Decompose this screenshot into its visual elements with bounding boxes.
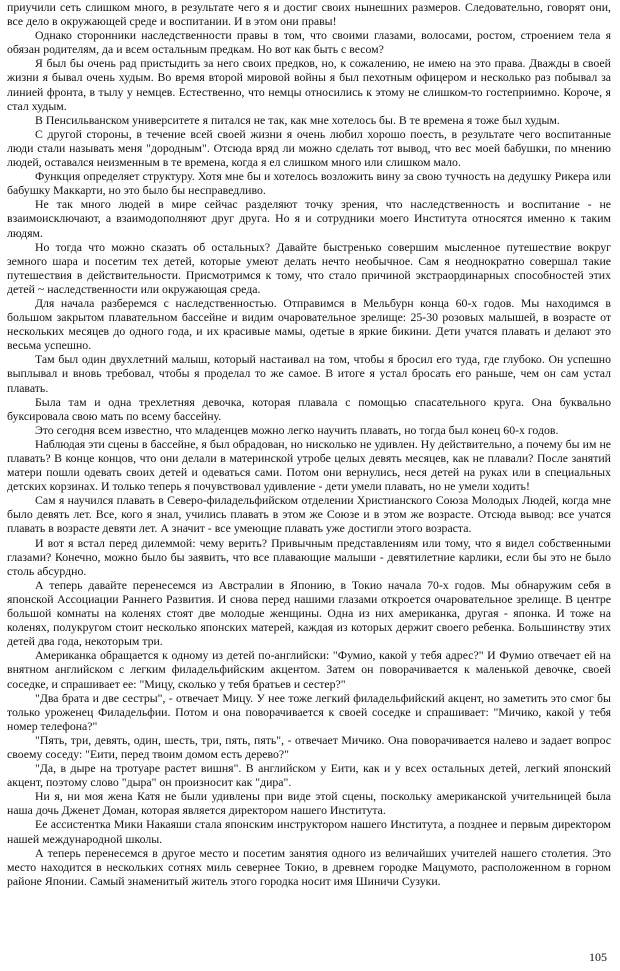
paragraph: Но тогда что можно сказать об остальных? Давайте быстренько совершим мысленное путешествие вокруг земного шара и посетим тех детей, которые умеют делать нечто необычное. Сам я неоднократно совершал такие путешествия в действительности. Присмотримся к тому, что стало причиной экстраординарных способностей этих детей ~ наследственности или окружающая среда. [7, 239, 611, 296]
paragraph: Это сегодня всем известно, что младенцев можно легко научить плавать, но тогда был конец 60-х годов. [35, 422, 559, 437]
paragraph: Американка обращается к одному из детей по-английски: "Фумио, какой у тебя адрес?" И Фумио отвечает ей на внятном английском с легким филадельфийским акцентом. Затем он поворачивается к маленькой девочке, своей соседке, и спрашивает ее: "Мицу, сколько у тебя братьев и сестер?" [7, 648, 611, 691]
paragraph: Наблюдая эти сцены в бассейне, я был обрадован, но нисколько не удивлен. Ну действительно, а почему бы им не плавать? В конце концов, что они делали в материнской утробе целых девять месяцев, как не плавали? После занятий матери пошли одевать своих детей и одеваться сами. Потом они вернулись, неся детей на руках или в специальных детских корзинах. И только теперь я почувствовал удивление - дети умели плавать, но не умели ходить! [7, 436, 611, 494]
paragraph: А теперь давайте перенесемся из Австралии в Японию, в Токио начала 70-х годов. Мы обнаружим себя в японской Ассоциации Раннего Развития. И снова перед нашими глазами откроется очаровательное зрелище. В центре большой комнаты на коленях стоят две молодые женщины. Одна из них американка, другая - японка. И тоже на коленях, полукругом стоит несколько японских матерей, каждая из которых держит своего ребенка. Большинству этих детей два года, некоторым три. [7, 577, 611, 649]
paragraph: Была там и одна трехлетняя девочка, которая плавала с помощью спасательного круга. Она буквально буксировала свою мать по всему бассейну. [7, 394, 611, 423]
paragraph: приучили сеть слишком много, в результате чего я и достиг своих нынешних размеров. Следовательно, говорят они, все дело в окружающей среде и воспитании. И в этом они правы! [7, 0, 611, 29]
paragraph: "Два брата и две сестры", - отвечает Мицу. У нее тоже легкий филадельфийский акцент, но заметить это смог бы только уроженец Филадельфии. Потом и она поворачивается к своей соседке и спрашивает: "Мичико, какой у тебя номер телефона?" [7, 690, 611, 733]
paragraph: Однако сторонники наследственности правы в том, что своими глазами, волосами, ростом, строением тела я обязан родителям, да и всем остальным предкам. Но вот как быть с весом? [7, 28, 611, 57]
paragraph: Ни я, ни моя жена Катя не были удивлены при виде этой сцены, поскольку американской учительницей была наша дочь Дженет Доман, которая является директором нашего Института. [7, 789, 611, 818]
paragraph: Ее ассистентка Мики Накаяши стала японским инструктором нашего Института, а позднее и первым директором нашей международной школы. [7, 817, 611, 846]
paragraph: Сам я научился плавать в Северо-филадельфийском отделении Христианского Союза Молодых Людей, когда мне было девять лет. Все, кого я знал, учились плавать в этом же Союзе и в этом же возрасте. Отсюда вывод: все учатся плавать в возрасте девяти лет. А значит - все умеющие плавать уже достигли этого возраста. [7, 493, 611, 536]
paragraph: "Да, в дыре на тротуаре растет вишня". В английском у Еити, как и у всех остальных детей, легкий японский акцент, поэтому слово "дыра" он произносит как "дира". [7, 761, 611, 790]
paragraph: Я был бы очень рад пристыдить за него своих предков, но, к сожалению, не имею на это права. Дважды в своей жизни я бывал очень худым. Во время второй мировой войны я был пехотным офицером и несколько раз побывал за линией фронта, в тылу у немцев. Естественно, что немцы относились к этому не слишком-то гостеприимно. Короче, я стал худым. [7, 56, 611, 113]
paragraph: "Пять, три, девять, один, шесть, три, пять, пять", - отвечает Мичико. Она поворачивается налево и задает вопрос своему соседу: "Еити, перед твоим домом есть дерево?" [7, 732, 611, 761]
paragraph: Не так много людей в мире сейчас разделяют точку зрения, что наследственность и воспитание - не взаимоисключают, а взаимодополняют друг друга. Но я и сотрудники моего Института относятся именно к таким людям. [7, 197, 611, 240]
body-text [7, 0, 611, 888]
paragraph: Для начала разберемся с наследственностью. Отправимся в Мельбурн конца 60-х годов. Мы находимся в большом закрытом плавательном бассейне и видим очаровательное зрелище: 25-30 розовых малышей, в возрасте от нескольких месяцев до одного года, и их красивые мамы, одетые в яркие бикини. Дети учатся плавать и делают это весьма успешно. [7, 295, 611, 353]
paragraph: А теперь перенесемся в другое место и посетим занятия одного из величайших учителей нашего столетия. Это место находится в нескольких сотнях миль севернее Токио, в древнем городке Мацумото, расположенном в горном районе Японии. Самый знаменитый житель этого городка носит имя Шиничи Сузуки. [7, 845, 611, 888]
paragraph: С другой стороны, в течение всей своей жизни я очень любил хорошо поесть, в результате чего воспитанные люди стали называть меня "дородным". Отсюда вряд ли можно сделать тот вывод, что вес моей бабушки, по мнению людей, оставался неизменным в те времена, когда я ел слишком много или слишком мало. [7, 126, 611, 170]
page-number: 105 [589, 950, 607, 964]
document-page [7, 0, 611, 971]
paragraph: В Пенсильванском университете я питался не так, как мне хотелось бы. В те времена я тоже был худым. [35, 112, 560, 127]
paragraph: И вот я встал перед дилеммой: чему верить? Привычным представлениям или тому, что я видел собственными глазами? Конечно, можно было бы заявить, что все плавающие малыши - девятилетние карлики, если бы это не было столь абсурдно. [7, 535, 611, 578]
paragraph: Там был один двухлетний малыш, который настаивал на том, чтобы я бросил его туда, где глубоко. Он успешно выплывал и вновь требовал, чтобы я проделал то же самое. В итоге я устал бросать его раньше, чем он сам устал плавать. [7, 352, 611, 395]
paragraph: Функция определяет структуру. Хотя мне бы и хотелось возложить вину за свою тучность на дедушку Рикера или бабушку Маккарти, но это было бы несправедливо. [7, 169, 611, 198]
